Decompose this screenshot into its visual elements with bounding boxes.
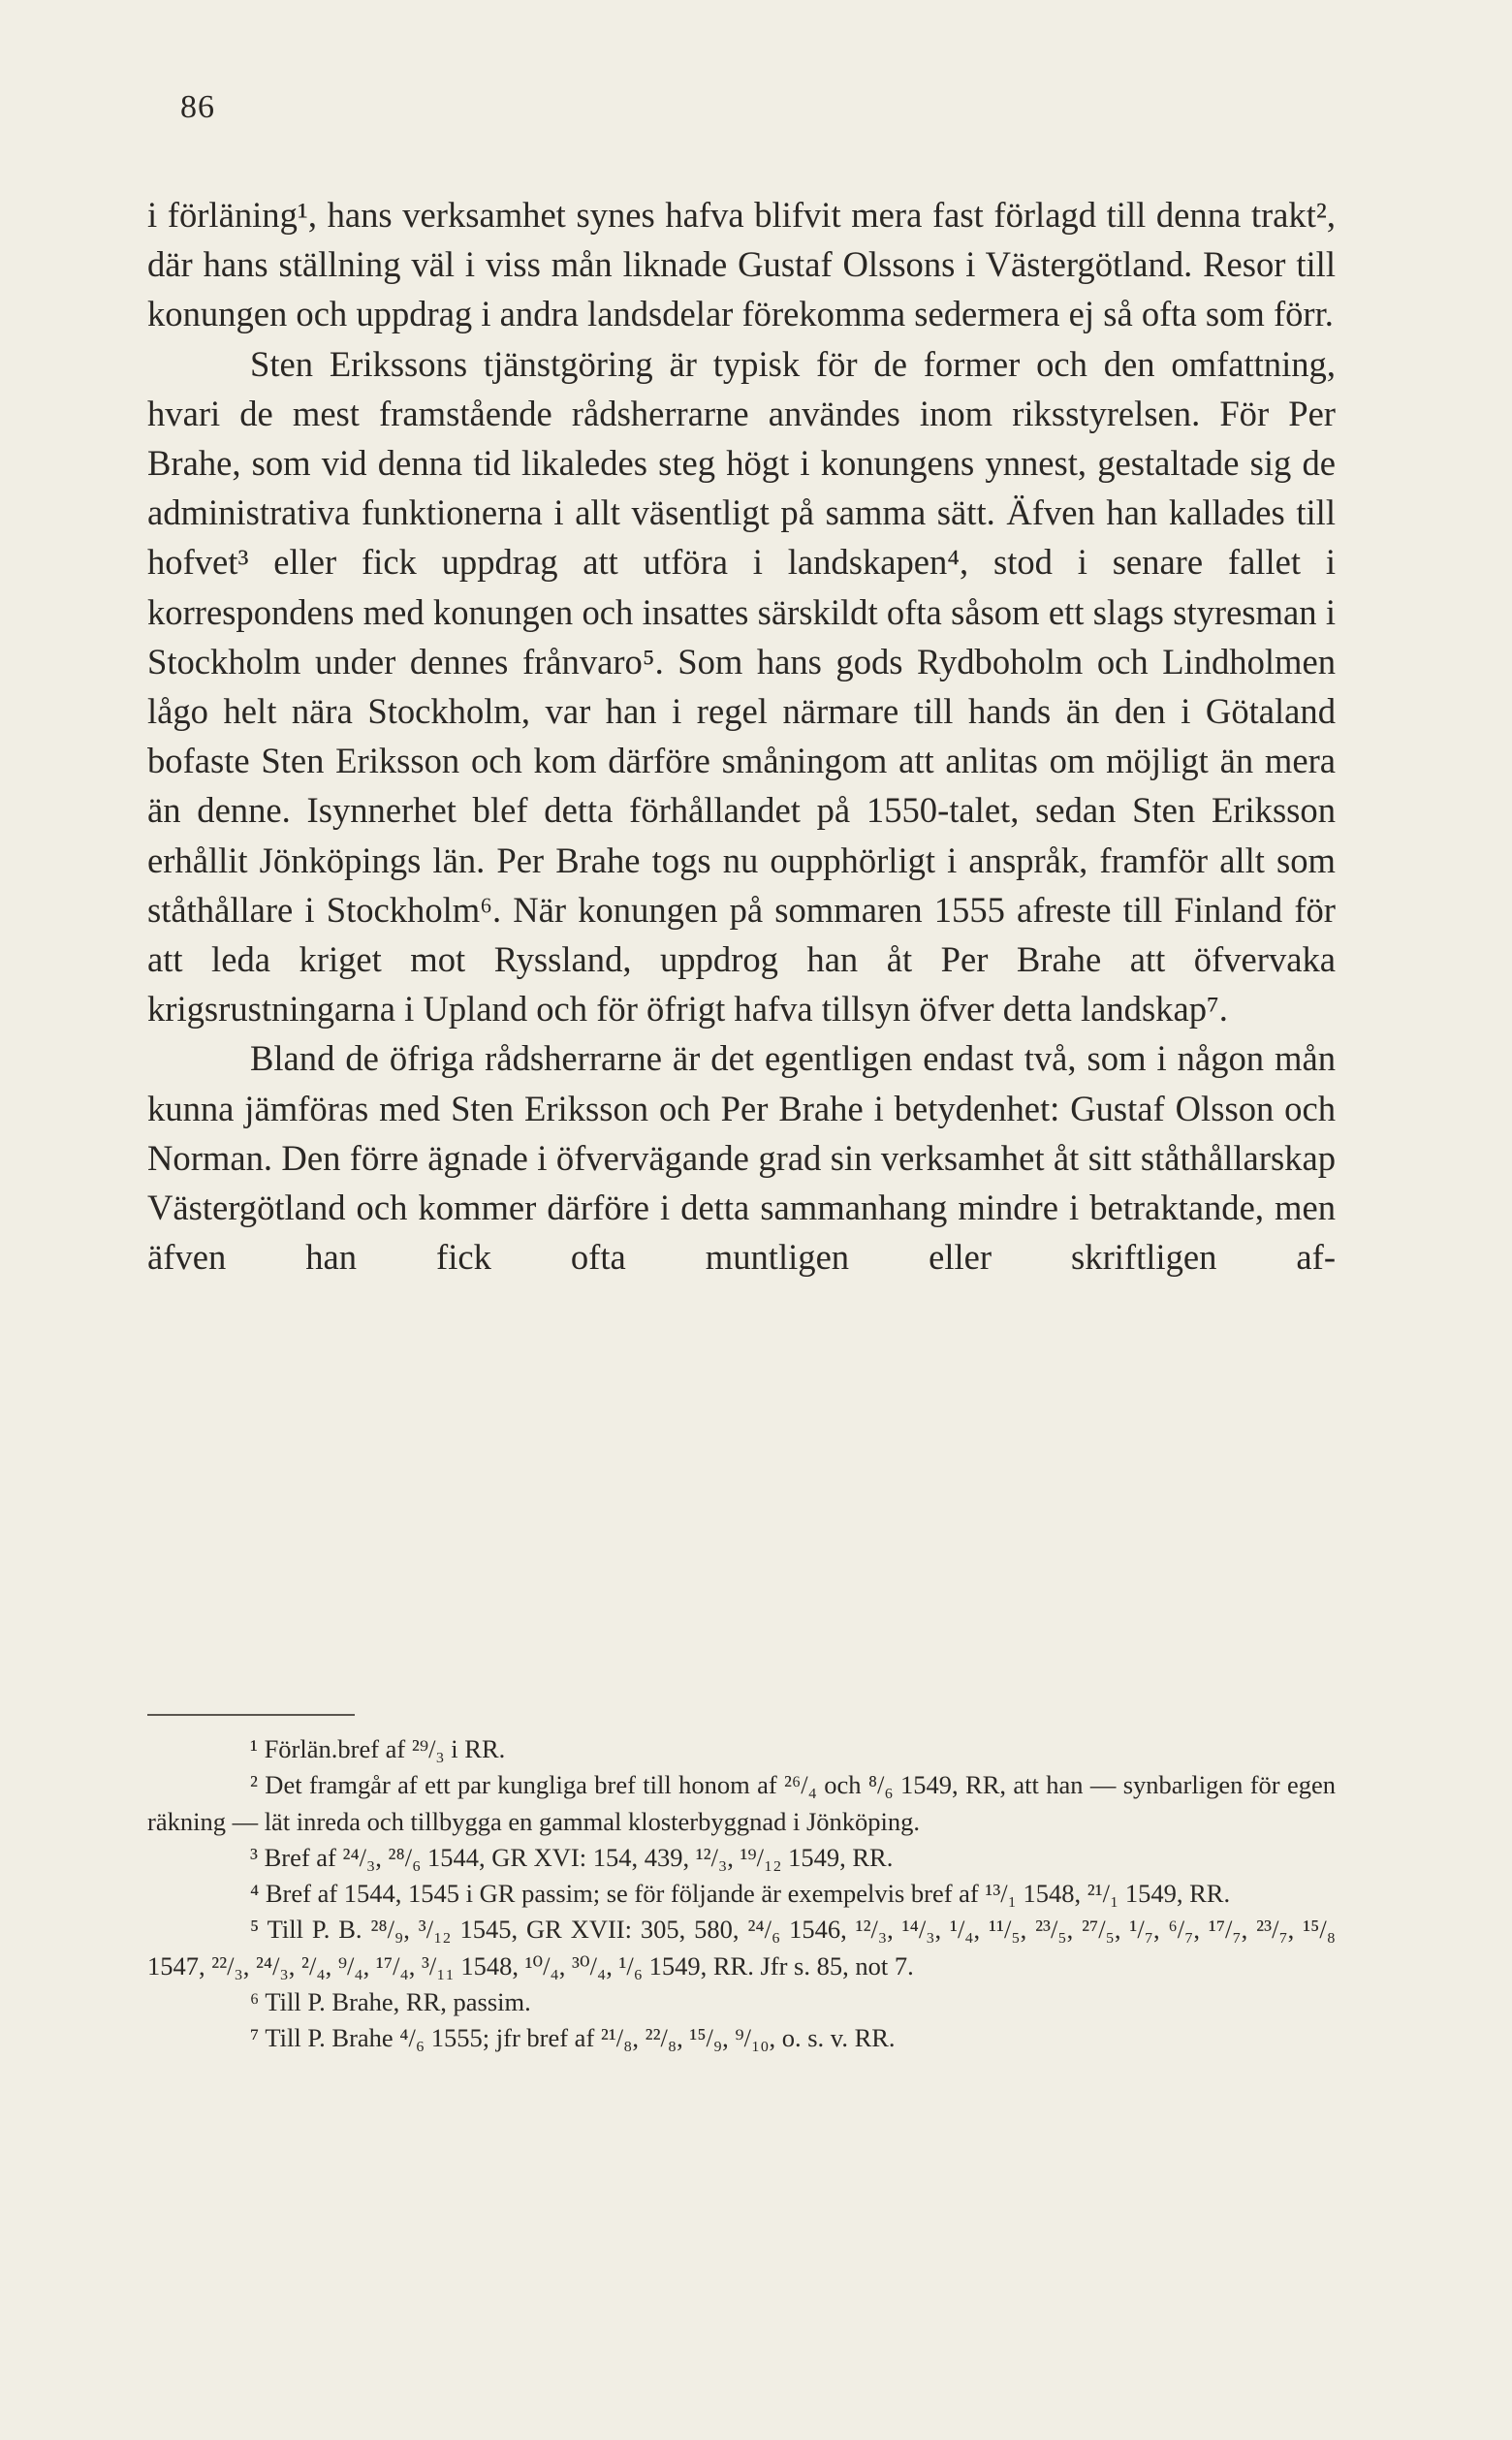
footnote-7: ⁷ Till P. Brahe ⁴/₆ 1555; jfr bref af ²¹/₈, ²²/₈, ¹⁵/₉, ⁹/₁₀, o. s. v. RR. [250,2023,896,2053]
footnote-4: ⁴ Bref af 1544, 1545 i GR passim; se för följande är exempelvis bref af ¹³/₁ 1548, ²¹/₁ 1549, RR. [250,1879,1231,1909]
paragraph-3: Bland de öfriga rådsherrarne är det egentligen endast två, som i någon mån kunna jämföras med Sten Eriksson och Per Brahe i betydenhet: Gustaf Olsson och Norman. Den förre ägnade i öfvervägande grad sin verksamhet åt sitt ståthållarskap Västergötland och kommer därföre i detta sammanhang mindre i betraktande, men äfven han fick ofta muntligen eller skriftligen af- [147,1038,1336,1278]
body-text [147,190,1336,1282]
page-number: 86 [180,89,215,125]
footnote-2: ² Det framgår af ett par kungliga bref till honom af ²⁶/₄ och ⁸/₆ 1549, RR, att han — synbarligen för egen räkning — lät inreda och tillbygga en gammal klosterbyggnad i Jönköping. [147,1770,1336,1836]
footnote-5: ⁵ Till P. B. ²⁸/₉, ³/₁₂ 1545, GR XVII: 305, 580, ²⁴/₆ 1546, ¹²/₃, ¹⁴/₃, ¹/₄, ¹¹/₅, ²³/₅, ²⁷/₅, ¹/₇, ⁶/₇, ¹⁷/₇, ²³/₇, ¹⁵/₈ 1547, ²²/₃, ²⁴/₃, ²/₄, ⁹/₄, ¹⁷/₄, ³/₁₁ 1548, ¹⁰/₄, ³⁰/₄, ¹/₆ 1549, RR. Jfr s. 85, not 7. [147,1915,1336,1981]
footnote-3: ³ Bref af ²⁴/₃, ²⁸/₆ 1544, GR XVI: 154, 439, ¹²/₃, ¹⁹/₁₂ 1549, RR. [250,1842,894,1872]
paragraph-2: Sten Erikssons tjänstgöring är typisk för de former och den omfattning, hvari de mest framstående rådsherrarne användes inom riksstyrelsen. För Per Brahe, som vid denna tid likaledes steg högt i konungens ynnest, gestaltade sig de administrativa funktionerna i allt väsentligt på samma sätt. Äfven han kallades till hofvet³ eller fick uppdrag att utföra i landskapen⁴, stod i senare fallet i korrespondens med konungen och insattes särskildt ofta såsom ett slags styresman i Stockholm under dennes frånvaro⁵. Som hans gods Rydboholm och Lindholmen lågo helt nära Stockholm, var han i regel närmare till hands än den i Götaland bofaste Sten Eriksson och kom därföre småningom att anlitas om möjligt än mera än denne. Isynnerhet blef detta förhållandet på 1550-talet, sedan Sten Eriksson erhållit Jönköpings län. Per Brahe togs nu oupphörligt i anspråk, framför allt som ståthållare i Stockholm⁶. När konungen på sommaren 1555 afreste till Finland för att leda kriget mot Ryssland, uppdrog han åt Per Brahe att öfvervaka krigsrustningarna i Upland och för öfrigt hafva tillsyn öfver detta landskap⁷. [147,343,1336,1030]
footnote-1: ¹ Förlän.bref af ²⁹/₃ i RR. [250,1734,506,1763]
footnotes [147,1731,1336,2057]
footnote-separator [147,1714,355,1716]
footnote-6: ⁶ Till P. Brahe, RR, passim. [250,1987,531,2017]
paragraph-1: i förläning¹, hans verksamhet synes hafva blifvit mera fast förlagd till denna trakt², där hans ställning väl i viss mån liknade Gustaf Olssons i Västergötland. Resor till konungen och uppdrag i andra landsdelar förekomma sedermera ej så ofta som förr. [147,195,1336,334]
